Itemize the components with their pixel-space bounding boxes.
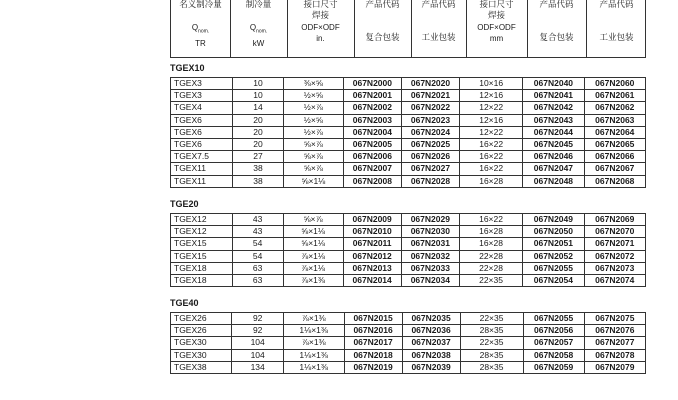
cell-connection-in: ⅝×1⅛	[283, 238, 343, 250]
cell-code-multipack-in: 067N2015	[344, 313, 402, 325]
table-row	[171, 337, 646, 349]
cell-connection-mm: 10×16	[460, 78, 523, 90]
cell-code-industry-in: 067N2021	[401, 90, 459, 102]
cell-code-industry-in: 067N2026	[401, 151, 459, 163]
table-row	[171, 349, 646, 361]
cell-code-industry-mm: 067N2062	[584, 102, 645, 114]
cell-code-industry-in: 067N2030	[401, 226, 459, 238]
cell-code-multipack-in: 067N2007	[343, 163, 401, 175]
cell-connection-in: ⅝×⅞	[283, 163, 343, 175]
cell-connection-mm: 22×28	[459, 250, 522, 262]
cell-code-industry-mm: 067N2061	[584, 90, 645, 102]
cell-code-multipack-mm: 067N2045	[523, 138, 584, 150]
table-row	[171, 361, 646, 373]
group-title: TGE20	[170, 199, 199, 209]
cell-connection-in: ½×⅝	[283, 114, 343, 126]
cell-code-industry-mm: 067N2068	[584, 175, 645, 187]
cell-code-industry-in: 067N2024	[401, 126, 459, 138]
cell-code-industry-in: 067N2033	[401, 262, 459, 274]
cell-code-multipack-in: 067N2011	[343, 238, 401, 250]
table-row	[171, 138, 646, 150]
cell-code-industry-mm: 067N2065	[584, 138, 645, 150]
cell-code-multipack-mm: 067N2057	[523, 337, 584, 349]
header-nominal-capacity-kw: 制冷量 $Q_{nom.}$ kW	[245, 0, 272, 48]
cell-code-industry-mm: 067N2076	[584, 325, 645, 337]
cell-code-multipack-mm: 067N2043	[523, 114, 584, 126]
cell-code-multipack-in: 067N2000	[343, 78, 401, 90]
cell-connection-in: ⅞×1⅛	[283, 250, 343, 262]
cell-code-multipack-mm: 067N2040	[523, 78, 584, 90]
cell-code-industry-mm: 067N2071	[584, 238, 645, 250]
cell-model: TGEX6	[171, 138, 233, 150]
cell-connection-in: ⅝×⅞	[283, 214, 343, 226]
cell-connection-mm: 22×28	[459, 262, 522, 274]
header-code-multipack-in: 产品代码 复合包装	[365, 0, 400, 43]
cell-code-multipack-in: 067N2008	[343, 175, 401, 187]
cell-code-multipack-mm: 067N2056	[523, 325, 584, 337]
cell-connection-mm: 28×35	[460, 361, 523, 373]
cell-code-industry-mm: 067N2063	[584, 114, 645, 126]
cell-code-multipack-in: 067N2010	[343, 226, 401, 238]
cell-connection-mm: 16×22	[460, 138, 523, 150]
cell-code-multipack-mm: 067N2055	[523, 313, 584, 325]
cell-capacity-kw: 38	[233, 163, 284, 175]
cell-code-multipack-in: 067N2004	[343, 126, 401, 138]
cell-capacity-kw: 63	[232, 274, 283, 286]
cell-connection-mm: 16×22	[459, 214, 522, 226]
cell-code-multipack-mm: 067N2058	[523, 349, 584, 361]
header-code-industry-mm: 产品代码 工业包装	[599, 0, 634, 43]
cell-code-multipack-mm: 067N2041	[523, 90, 584, 102]
cell-code-industry-in: 067N2025	[401, 138, 459, 150]
cell-capacity-kw: 134	[232, 361, 283, 373]
cell-code-industry-in: 067N2036	[402, 325, 460, 337]
cell-code-industry-in: 067N2028	[401, 175, 459, 187]
table-row	[171, 151, 646, 163]
cell-code-industry-in: 067N2034	[401, 274, 459, 286]
cell-code-multipack-in: 067N2006	[343, 151, 401, 163]
table-row	[171, 114, 646, 126]
cell-code-multipack-in: 067N2018	[344, 349, 402, 361]
cell-code-industry-mm: 067N2060	[584, 78, 645, 90]
cell-code-industry-mm: 067N2075	[584, 313, 645, 325]
cell-model: TGEX18	[171, 274, 233, 286]
cell-model: TGEX6	[171, 114, 233, 126]
cell-code-multipack-in: 067N2014	[343, 274, 401, 286]
cell-connection-mm: 12×22	[460, 126, 523, 138]
cell-connection-mm: 22×35	[459, 274, 522, 286]
cell-model: TGEX3	[171, 90, 233, 102]
table-row	[171, 250, 646, 262]
cell-code-industry-in: 067N2035	[402, 313, 460, 325]
table-row	[171, 90, 646, 102]
cell-capacity-kw: 54	[232, 250, 283, 262]
cell-code-industry-mm: 067N2066	[584, 151, 645, 163]
cell-connection-in: ⅞×1⅜	[283, 274, 343, 286]
cell-capacity-kw: 43	[232, 214, 283, 226]
cell-capacity-kw: 104	[232, 337, 283, 349]
group-table	[170, 312, 646, 374]
cell-connection-mm: 22×35	[460, 313, 523, 325]
cell-code-industry-in: 067N2032	[401, 250, 459, 262]
cell-code-multipack-mm: 067N2059	[523, 361, 584, 373]
cell-connection-in: ⅝×⅞	[283, 151, 343, 163]
header-connection-inch: 接口尺寸 焊接 ODF×ODF in.	[301, 0, 340, 43]
cell-code-industry-in: 067N2038	[402, 349, 460, 361]
cell-capacity-kw: 54	[232, 238, 283, 250]
cell-code-industry-mm: 067N2069	[584, 214, 645, 226]
cell-connection-in: ½×⅝	[283, 90, 343, 102]
cell-code-industry-in: 067N2027	[401, 163, 459, 175]
cell-model: TGEX26	[171, 325, 232, 337]
cell-connection-in: ⅝×1⅛	[283, 226, 343, 238]
cell-connection-mm: 22×35	[460, 337, 523, 349]
cell-code-multipack-mm: 067N2054	[523, 274, 584, 286]
cell-code-multipack-in: 067N2013	[343, 262, 401, 274]
cell-code-industry-in: 067N2022	[401, 102, 459, 114]
table-row	[171, 102, 646, 114]
cell-code-multipack-in: 067N2005	[343, 138, 401, 150]
table-row	[171, 325, 646, 337]
cell-model: TGEX12	[171, 214, 233, 226]
cell-connection-mm: 28×35	[460, 349, 523, 361]
cell-code-industry-mm: 067N2074	[584, 274, 645, 286]
cell-capacity-kw: 104	[232, 349, 283, 361]
cell-model: TGEX15	[171, 238, 233, 250]
cell-code-multipack-in: 067N2017	[344, 337, 402, 349]
table-row	[171, 126, 646, 138]
cell-capacity-kw: 92	[232, 325, 283, 337]
header-code-industry-in: 产品代码 工业包装	[421, 0, 456, 43]
table-header	[170, 0, 646, 58]
cell-code-industry-in: 067N2029	[401, 214, 459, 226]
table-row	[171, 274, 646, 286]
cell-connection-in: ⅞×1⅜	[283, 313, 344, 325]
cell-connection-in: ⅜×⅝	[283, 78, 343, 90]
cell-code-industry-mm: 067N2072	[584, 250, 645, 262]
cell-capacity-kw: 27	[233, 151, 284, 163]
cell-code-multipack-mm: 067N2052	[523, 250, 584, 262]
cell-capacity-kw: 20	[233, 114, 284, 126]
cell-code-multipack-in: 067N2009	[343, 214, 401, 226]
cell-model: TGEX11	[171, 163, 233, 175]
table-row	[171, 226, 646, 238]
cell-connection-in: ⅝×1⅛	[283, 175, 343, 187]
cell-connection-mm: 16×28	[459, 226, 522, 238]
group-title: TGE40	[170, 298, 199, 308]
cell-connection-in: ½×⅞	[283, 126, 343, 138]
cell-connection-mm: 16×22	[460, 163, 523, 175]
table-row	[171, 238, 646, 250]
cell-code-multipack-in: 067N2003	[343, 114, 401, 126]
cell-connection-in: ⅝×⅞	[283, 138, 343, 150]
cell-capacity-kw: 92	[232, 313, 283, 325]
cell-connection-mm: 28×35	[460, 325, 523, 337]
table-row	[171, 175, 646, 187]
table-row	[171, 214, 646, 226]
cell-connection-in: ⅞×1⅜	[283, 337, 344, 349]
cell-code-industry-mm: 067N2067	[584, 163, 645, 175]
table-row	[171, 78, 646, 90]
cell-connection-mm: 16×28	[459, 238, 522, 250]
cell-code-multipack-in: 067N2001	[343, 90, 401, 102]
cell-code-multipack-mm: 067N2055	[523, 262, 584, 274]
cell-code-multipack-in: 067N2016	[344, 325, 402, 337]
cell-model: TGEX38	[171, 361, 232, 373]
cell-code-multipack-mm: 067N2042	[523, 102, 584, 114]
cell-model: TGEX15	[171, 250, 233, 262]
cell-model: TGEX7.5	[171, 151, 233, 163]
cell-capacity-kw: 10	[233, 78, 284, 90]
cell-connection-in: ½×⅞	[283, 102, 343, 114]
cell-model: TGEX18	[171, 262, 233, 274]
cell-model: TGEX6	[171, 126, 233, 138]
cell-code-industry-in: 067N2037	[402, 337, 460, 349]
header-nominal-capacity-tr: 名义制冷量 $Q_{nom.}$ TR	[179, 0, 222, 48]
header-connection-mm: 接口尺寸 焊接 ODF×ODF mm	[477, 0, 516, 43]
cell-connection-mm: 12×16	[460, 114, 523, 126]
cell-capacity-kw: 38	[233, 175, 284, 187]
cell-model: TGEX11	[171, 175, 233, 187]
cell-model: TGEX4	[171, 102, 233, 114]
cell-code-industry-mm: 067N2079	[584, 361, 645, 373]
cell-code-industry-mm: 067N2064	[584, 126, 645, 138]
table-row	[171, 262, 646, 274]
cell-capacity-kw: 10	[233, 90, 284, 102]
cell-capacity-kw: 63	[232, 262, 283, 274]
cell-code-multipack-mm: 067N2048	[523, 175, 584, 187]
cell-code-industry-mm: 067N2077	[584, 337, 645, 349]
cell-code-multipack-in: 067N2019	[344, 361, 402, 373]
group-table	[170, 77, 646, 188]
cell-connection-in: 1⅛×1⅜	[283, 325, 344, 337]
cell-code-industry-in: 067N2023	[401, 114, 459, 126]
cell-connection-mm: 16×22	[460, 151, 523, 163]
cell-code-multipack-mm: 067N2044	[523, 126, 584, 138]
cell-code-multipack-mm: 067N2046	[523, 151, 584, 163]
table-row	[171, 313, 646, 325]
header-code-multipack-mm: 产品代码 复合包装	[539, 0, 574, 43]
cell-capacity-kw: 20	[233, 138, 284, 150]
cell-code-industry-mm: 067N2073	[584, 262, 645, 274]
cell-connection-in: 1⅛×1⅜	[283, 361, 344, 373]
cell-connection-mm: 12×22	[460, 102, 523, 114]
cell-code-industry-in: 067N2020	[401, 78, 459, 90]
cell-code-multipack-mm: 067N2050	[523, 226, 584, 238]
cell-code-multipack-in: 067N2002	[343, 102, 401, 114]
cell-code-multipack-mm: 067N2049	[523, 214, 584, 226]
cell-code-industry-mm: 067N2078	[584, 349, 645, 361]
cell-capacity-kw: 20	[233, 126, 284, 138]
cell-code-industry-mm: 067N2070	[584, 226, 645, 238]
cell-connection-in: 1⅛×1⅜	[283, 349, 344, 361]
cell-model: TGEX3	[171, 78, 233, 90]
cell-code-multipack-mm: 067N2047	[523, 163, 584, 175]
cell-code-industry-in: 067N2031	[401, 238, 459, 250]
group-table	[170, 213, 646, 287]
cell-code-multipack-in: 067N2012	[343, 250, 401, 262]
cell-code-industry-in: 067N2039	[402, 361, 460, 373]
cell-connection-in: ⅞×1⅛	[283, 262, 343, 274]
cell-capacity-kw: 43	[232, 226, 283, 238]
table-row	[171, 163, 646, 175]
cell-model: TGEX30	[171, 349, 232, 361]
cell-model: TGEX30	[171, 337, 232, 349]
cell-model: TGEX26	[171, 313, 232, 325]
cell-connection-mm: 16×28	[460, 175, 523, 187]
cell-capacity-kw: 14	[233, 102, 284, 114]
group-title: TGEX10	[170, 63, 205, 73]
cell-code-multipack-mm: 067N2051	[523, 238, 584, 250]
cell-model: TGEX12	[171, 226, 233, 238]
cell-connection-mm: 12×16	[460, 90, 523, 102]
